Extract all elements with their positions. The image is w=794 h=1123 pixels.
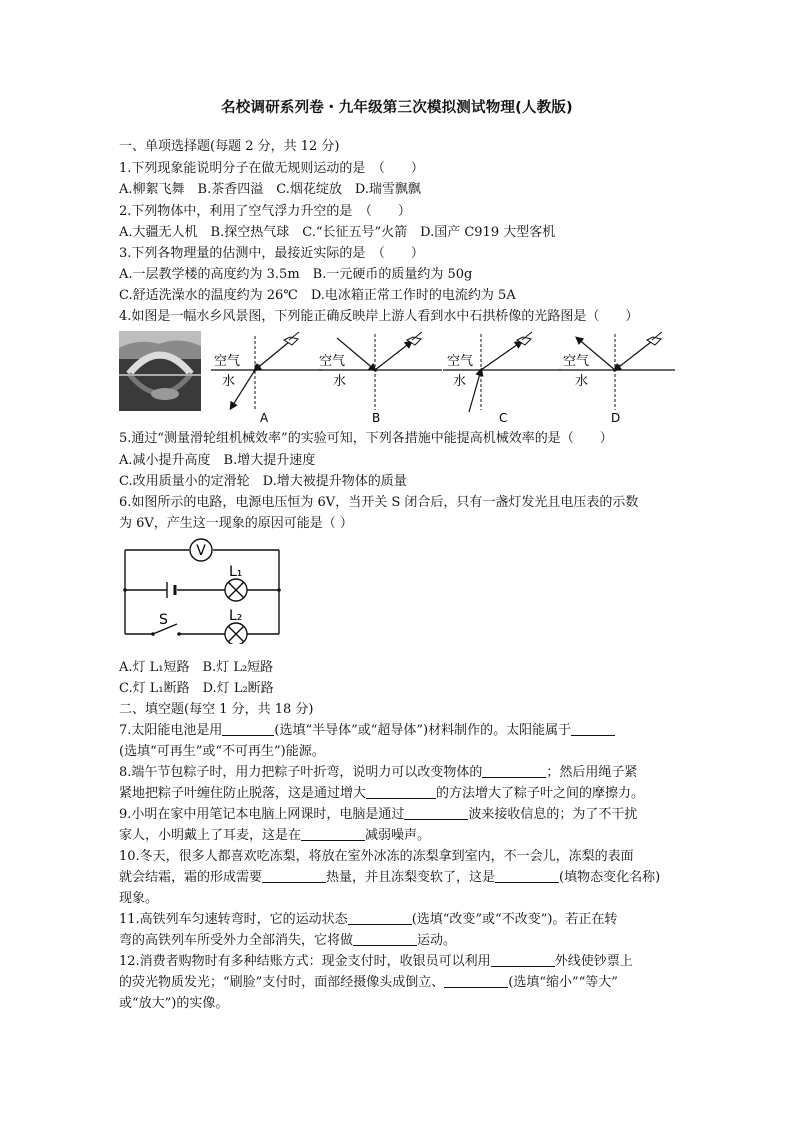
q4-b-water-label: 水 bbox=[333, 374, 347, 389]
q11-line1 bbox=[119, 910, 617, 930]
q8-line1 bbox=[119, 763, 637, 783]
q4-c-air-label: 空气 bbox=[447, 354, 474, 369]
q4-stem: 4.如图是一幅水乡风景图，下列能正确反映岸上游人看到水中石拱桥像的光路图是（ ） bbox=[119, 309, 639, 324]
q2-stem: 2.下列物体中，利用了空气浮力升空的是 （ ） bbox=[119, 204, 411, 219]
q11-text-3: 弯的高铁列车所受外力全部消失，它将做 bbox=[119, 933, 354, 948]
q5-options-line1: A.减小提升高度 B.增大提升速度 bbox=[119, 453, 316, 468]
q7-blank-2[interactable] bbox=[571, 721, 615, 736]
q5-stem: 5.通过“测量滑轮组机械效率”的实验可知，下列各措施中能提高机械效率的是（ ） bbox=[119, 431, 613, 446]
q8-text-4: 的方法增大了粽子叶之间的摩擦力。 bbox=[436, 786, 645, 801]
q1-options: A.柳絮飞舞 B.茶香四溢 C.烟花绽放 D.瑞雪飘飘 bbox=[119, 182, 421, 197]
q1-stem: 1.下列现象能说明分子在做无规则运动的是 （ ） bbox=[119, 161, 424, 176]
section2-heading: 二、填空题(每空 1 分，共 18 分) bbox=[119, 702, 314, 717]
q8-blank-2[interactable] bbox=[366, 784, 436, 799]
q11-text-2: (选填“改变”或“不改变”)。若正在转 bbox=[411, 912, 618, 927]
q9-text-2: 波来接收信息的；为了不干扰 bbox=[468, 807, 638, 822]
q6-options-line2: C.灯 L₁断路 D.灯 L₂断路 bbox=[119, 681, 274, 696]
q4-diagram-c bbox=[443, 332, 561, 425]
q11-blank-2[interactable] bbox=[353, 931, 417, 946]
lamp-l2-label: L₂ bbox=[229, 608, 243, 624]
q10-text-2: 就会结霜，霜的形成需要 bbox=[119, 870, 263, 885]
q11-text-4: 运动。 bbox=[417, 933, 457, 948]
section1-heading: 一、单项选择题(每题 2 分，共 12 分) bbox=[119, 139, 340, 154]
q12-text-5: 或“放大”)的实像。 bbox=[119, 996, 229, 1011]
q7-text-2: (选填“半导体”或“超导体”)材料制作的。太阳能属于 bbox=[274, 723, 572, 738]
q10-line2 bbox=[119, 868, 660, 888]
q2-options: A.大疆无人机 B.探空热气球 C.“长征五号”火箭 D.国产 C919 大型客机 bbox=[119, 225, 556, 240]
q9-text-1: 9.小明在家中用笔记本电脑上网课时，电脑是通过 bbox=[119, 807, 405, 822]
q9-text-4: 减弱噪声。 bbox=[365, 828, 431, 843]
q12-blank-1[interactable] bbox=[491, 952, 555, 967]
q10-blank-2[interactable] bbox=[495, 868, 559, 883]
switch-label: S bbox=[159, 612, 168, 628]
q3-options-line2: C.舒适洗澡水的温度约为 26℃ D.电冰箱正常工作时的电流约为 5A bbox=[119, 288, 516, 303]
q4-a-air-label: 空气 bbox=[214, 354, 241, 369]
q11-line2 bbox=[119, 931, 456, 951]
q4-choice-b-label: B bbox=[372, 411, 381, 425]
q10-text-3: 热量，并且冻梨变软了，这是 bbox=[326, 870, 496, 885]
q10-blank-1[interactable] bbox=[262, 868, 326, 883]
page-title: 名校调研系列卷・九年级第三次模拟测试物理(人教版) bbox=[221, 100, 573, 116]
voltmeter-label: V bbox=[196, 543, 206, 559]
q3-options-line1: A.一层教学楼的高度约为 3.5m B.一元硬币的质量约为 50g bbox=[119, 267, 473, 282]
q12-line2 bbox=[119, 973, 618, 993]
q10-text-5: 现象。 bbox=[119, 891, 159, 906]
q8-line2 bbox=[119, 784, 644, 804]
q4-a-water-label: 水 bbox=[222, 374, 236, 389]
q12-blank-2[interactable] bbox=[444, 973, 508, 988]
q9-blank-2[interactable] bbox=[301, 826, 365, 841]
q7-line1 bbox=[119, 721, 615, 741]
q9-line2 bbox=[119, 826, 430, 846]
q4-scenery-photo bbox=[119, 331, 201, 411]
q9-blank-1[interactable] bbox=[404, 805, 468, 820]
q12-text-4: (选填“缩小”“等大” bbox=[508, 975, 618, 990]
q4-d-water-label: 水 bbox=[575, 374, 589, 389]
q9-text-3: 家人，小明戴上了耳麦，这是在 bbox=[119, 828, 302, 843]
q4-choice-a-label: A bbox=[260, 411, 269, 425]
q6-circuit-diagram bbox=[119, 538, 287, 644]
q9-line1 bbox=[119, 805, 637, 825]
q10-text-1: 10.冬天，很多人都喜欢吃冻梨，将放在室外冰冻的冻梨拿到室内，不一会儿，冻梨的表面 bbox=[119, 849, 634, 864]
q5-options-line2: C.改用质量小的定滑轮 D.增大被提升物体的质量 bbox=[119, 474, 407, 489]
q3-stem: 3.下列各物理量的估测中，最接近实际的是 （ ） bbox=[119, 246, 424, 261]
q11-blank-1[interactable] bbox=[348, 910, 412, 925]
q4-diagram-b bbox=[319, 332, 442, 425]
voltmeter-icon bbox=[190, 539, 212, 561]
q4-diagram-a bbox=[211, 332, 322, 425]
lamp-l1-icon bbox=[225, 564, 247, 601]
q12-text-2: 外线使钞票上 bbox=[554, 954, 633, 969]
q7-text-1: 7.太阳能电池是用 bbox=[119, 723, 223, 738]
q8-blank-1[interactable] bbox=[482, 763, 546, 778]
lamp-l2-icon bbox=[225, 608, 247, 644]
q11-text-1: 11.高铁列车匀速转弯时，它的运动状态 bbox=[119, 912, 348, 927]
q7-blank-1[interactable] bbox=[222, 721, 274, 736]
q4-choice-d-label: D bbox=[611, 411, 621, 425]
q4-b-air-label: 空气 bbox=[319, 354, 346, 369]
q6-options-line1: A.灯 L₁短路 B.灯 L₂短路 bbox=[119, 660, 274, 675]
q12-text-3: 的荧光物质发光；“刷脸”支付时，面部经摄像头成倒立、 bbox=[119, 975, 445, 990]
q8-text-2: ；然后用绳子紧 bbox=[546, 765, 638, 780]
q7-text-3: (选填“可再生”或“不可再生”)能源。 bbox=[119, 744, 325, 759]
q6-stem-line2: 为 6V，产生这一现象的原因可能是（ ） bbox=[119, 516, 353, 531]
q4-diagram-d bbox=[559, 332, 675, 425]
q4-figure bbox=[119, 330, 679, 426]
q12-line1 bbox=[119, 952, 633, 972]
q4-d-air-label: 空气 bbox=[563, 354, 590, 369]
q4-c-water-label: 水 bbox=[453, 374, 467, 389]
q6-stem-line1: 6.如图所示的电路，电源电压恒为 6V，当开关 S 闭合后，只有一盏灯发光且电压表的示数 bbox=[119, 495, 639, 510]
lamp-l1-label: L₁ bbox=[229, 564, 243, 580]
q4-choice-c-label: C bbox=[499, 411, 508, 425]
q8-text-3: 紧地把粽子叶缠住防止脱落，这是通过增大 bbox=[119, 786, 367, 801]
q10-text-4: (填物态变化名称) bbox=[559, 870, 661, 885]
q8-text-1: 8.端午节包粽子时，用力把粽子叶折弯，说明力可以改变物体的 bbox=[119, 765, 483, 780]
q12-text-1: 12.消费者购物时有多种结账方式：现金支付时，收银员可以利用 bbox=[119, 954, 491, 969]
